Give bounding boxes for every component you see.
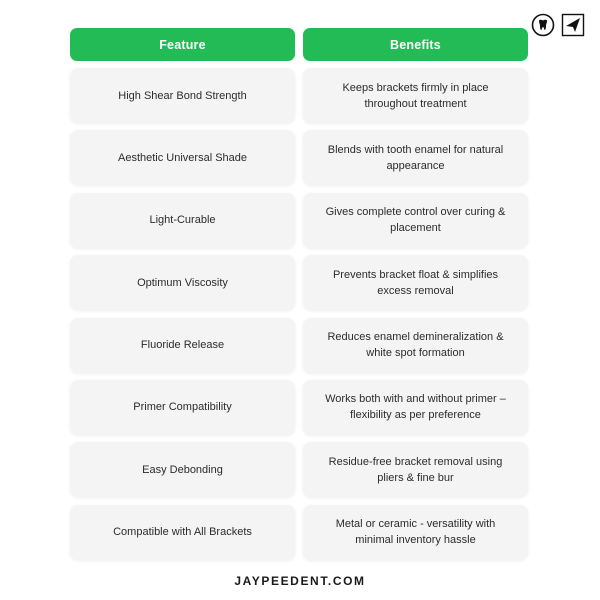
benefit-cell: Residue-free bracket removal using pliers & fine bur [303, 442, 528, 497]
feature-cell: High Shear Bond Strength [70, 68, 295, 123]
table-header-row [70, 28, 528, 61]
benefit-cell: Prevents bracket float & simplifies excess removal [303, 255, 528, 310]
table-row [70, 68, 528, 123]
benefit-cell: Metal or ceramic - versatility with minimal inventory hassle [303, 505, 528, 560]
feature-cell: Compatible with All Brackets [70, 505, 295, 560]
table-row [70, 130, 528, 185]
feature-cell: Easy Debonding [70, 442, 295, 497]
brand-logos [530, 12, 586, 38]
table-row [70, 442, 528, 497]
table-row [70, 505, 528, 560]
table-row [70, 318, 528, 373]
tooth-logo-icon [530, 12, 556, 38]
benefit-cell: Keeps brackets firmly in place throughout treatment [303, 68, 528, 123]
feature-cell: Optimum Viscosity [70, 255, 295, 310]
feature-column-header: Feature [70, 28, 295, 61]
feature-benefit-table [70, 28, 528, 567]
benefit-cell: Reduces enamel demineralization & white spot formation [303, 318, 528, 373]
benefit-cell: Blends with tooth enamel for natural appearance [303, 130, 528, 185]
website-footer: JAYPEEDENT.COM [234, 574, 366, 588]
jaypee-logo-icon [560, 12, 586, 38]
table-row [70, 255, 528, 310]
feature-cell: Primer Compatibility [70, 380, 295, 435]
table-row [70, 380, 528, 435]
benefits-column-header: Benefits [303, 28, 528, 61]
feature-cell: Fluoride Release [70, 318, 295, 373]
feature-cell: Aesthetic Universal Shade [70, 130, 295, 185]
benefit-cell: Gives complete control over curing & placement [303, 193, 528, 248]
feature-cell: Light-Curable [70, 193, 295, 248]
table-row [70, 193, 528, 248]
benefit-cell: Works both with and without primer – flexibility as per preference [303, 380, 528, 435]
